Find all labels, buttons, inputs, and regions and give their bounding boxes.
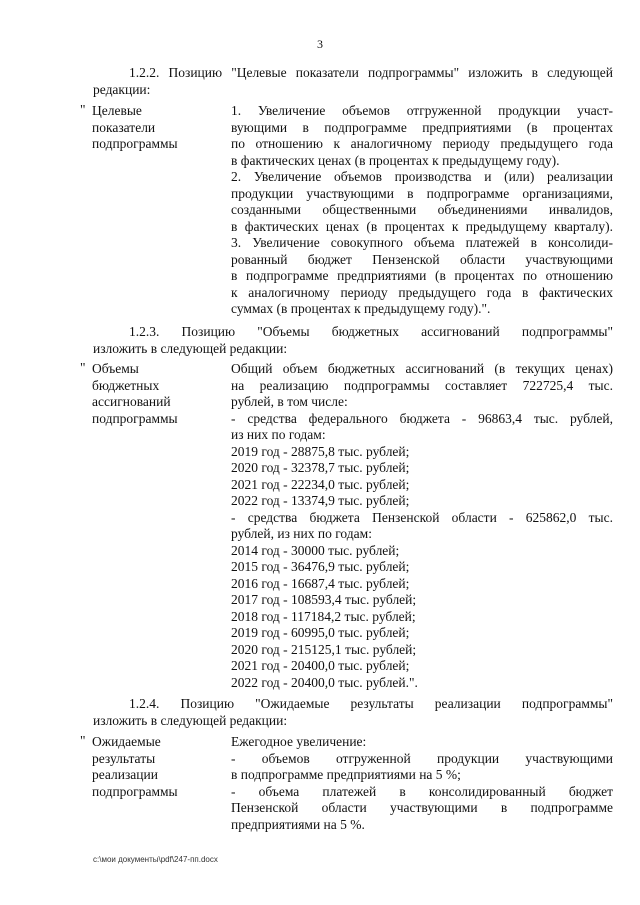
- content-line: суммах (в процентах к предыдущему году).".: [231, 301, 491, 316]
- label-line: Объемы: [92, 361, 139, 376]
- content-line: в подпрограмме предприятиями (в процентах по отношению: [231, 268, 613, 283]
- content-line: в подпрограмме предприятиями на 5 %;: [231, 767, 461, 782]
- content-line: 2020 год - 32378,7 тыс. рублей;: [231, 460, 410, 475]
- label-line: бюджетных: [92, 377, 160, 393]
- content-line: из них по годам:: [231, 427, 326, 442]
- content-line: по отношению к аналогичному периоду предыдущего года: [231, 136, 613, 151]
- content-line: 2017 год - 108593,4 тыс. рублей;: [231, 592, 417, 607]
- content-line: рублей, в том числе:: [231, 394, 348, 409]
- page-number: 3: [317, 37, 323, 51]
- content-line: созданными общественными объединениями инвалидов,: [231, 202, 613, 217]
- content-line: рованный бюджет Пензенской области участвующими: [231, 251, 613, 267]
- content-line: в фактических ценах (в процентах к предыдущему году).: [231, 152, 560, 168]
- content-line: 2014 год - 30000 тыс. рублей;: [231, 542, 400, 558]
- content-line: предприятиями на 5 %.: [231, 816, 365, 832]
- content-line: - объемов отгруженной продукции участвующими: [231, 750, 613, 766]
- label-line: реализации: [92, 767, 158, 782]
- content-line: в фактических ценах (в процентах к предыдущему кварталу).: [231, 218, 613, 234]
- content-line: - средства федерального бюджета - 96863,4 тыс. рублей,: [231, 410, 613, 426]
- content-line: 2018 год - 117184,2 тыс. рублей;: [231, 608, 416, 624]
- content-line: 2022 год - 13374,9 тыс. рублей;: [231, 493, 410, 508]
- content-line: 3. Увеличение совокупного объема платежей в консолиди-: [231, 235, 613, 250]
- label-line: подпрограммы: [92, 783, 178, 799]
- content-line: Пензенской области участвующими в подпрограмме: [231, 800, 613, 815]
- open-quote-mark: ": [80, 360, 86, 375]
- content-line: продукции участвующими в подпрограмме организациями,: [231, 185, 613, 201]
- section-124-heading-line: 1.2.4. Позицию "Ожидаемые результаты реализации подпрограммы": [129, 696, 613, 711]
- label-line: Целевые: [92, 103, 142, 118]
- footer-file-path: c:\мои документы\pdf\247-пп.docx: [93, 855, 218, 864]
- section-123-content: [231, 361, 613, 691]
- section-123-label: [92, 361, 222, 427]
- content-line: - объема платежей в консолидированный бюджет: [231, 783, 613, 799]
- label-line: показатели: [92, 119, 156, 135]
- section-123-heading: [93, 324, 613, 357]
- label-line: Ожидаемые: [92, 734, 161, 749]
- label-line: подпрограммы: [92, 410, 178, 426]
- content-line: 2020 год - 215125,1 тыс. рублей;: [231, 641, 417, 657]
- content-line: 2021 год - 20400,0 тыс. рублей;: [231, 658, 410, 673]
- content-line: к аналогичному периоду предыдущего года в фактических: [231, 284, 613, 300]
- content-line: 2015 год - 36476,9 тыс. рублей;: [231, 559, 410, 574]
- content-line: 2019 год - 28875,8 тыс. рублей;: [231, 443, 410, 459]
- content-line: 2022 год - 20400,0 тыс. рублей.".: [231, 674, 418, 690]
- section-124-label: [92, 734, 222, 800]
- section-123-heading-line: изложить в следующей редакции:: [93, 340, 288, 356]
- content-line: 2016 год - 16687,4 тыс. рублей;: [231, 575, 410, 591]
- content-line: рублей, из них по годам:: [231, 526, 372, 541]
- content-line: 2. Увеличение объемов производства и (или) реализации: [231, 169, 613, 184]
- open-quote-mark: ": [80, 102, 86, 117]
- section-122-label: [92, 103, 222, 153]
- section-122-content: [231, 103, 613, 318]
- content-line: 2019 год - 60995,0 тыс. рублей;: [231, 625, 410, 640]
- content-line: - средства бюджета Пензенской области - 625862,0 тыс.: [231, 509, 613, 525]
- label-line: подпрограммы: [92, 136, 178, 151]
- content-line: 1. Увеличение объемов отгруженной продукции участ-: [231, 103, 613, 118]
- section-124-heading: [93, 696, 613, 729]
- section-124-heading-line: изложить в следующей редакции:: [93, 712, 288, 728]
- open-quote-mark: ": [80, 733, 86, 748]
- content-line: на реализацию подпрограммы составляет 722725,4 тыс.: [231, 377, 613, 393]
- section-122-heading: [93, 65, 613, 98]
- content-line: Ежегодное увеличение:: [231, 734, 367, 749]
- label-line: результаты: [92, 750, 156, 766]
- content-line: 2021 год - 22234,0 тыс. рублей;: [231, 476, 410, 492]
- label-line: ассигнований: [92, 394, 171, 409]
- section-123-heading-line: 1.2.3. Позицию "Объемы бюджетных ассигнований подпрограммы": [129, 324, 613, 339]
- content-line: Общий объем бюджетных ассигнований (в текущих ценах): [231, 361, 613, 376]
- content-line: вующими в подпрограмме предприятиями (в процентах: [231, 119, 613, 135]
- section-124-content: [231, 734, 613, 833]
- section-122-heading-text: 1.2.2. Позицию "Целевые показатели подпрограммы" изложить в следующей редакции:: [93, 65, 613, 97]
